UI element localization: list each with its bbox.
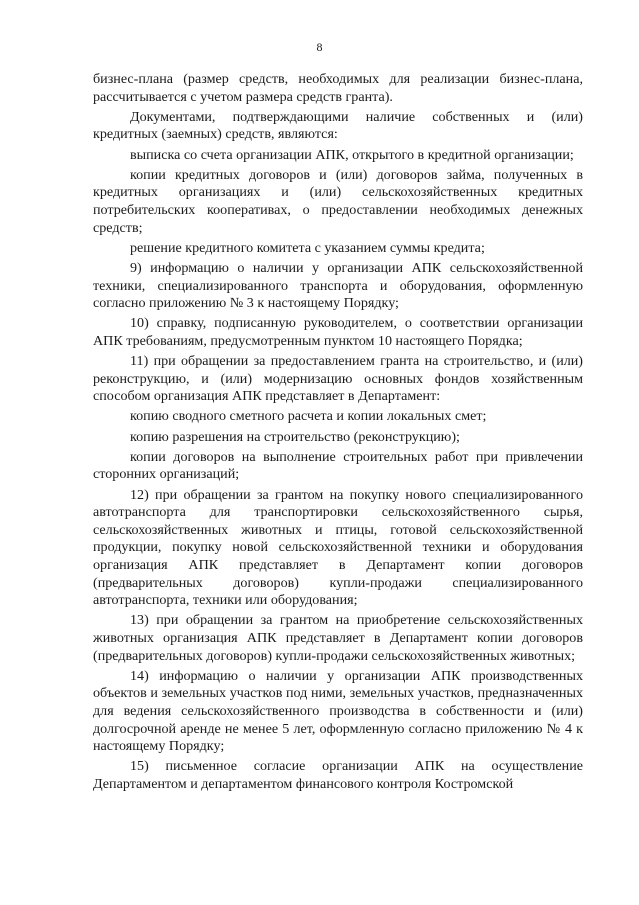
paragraph-item-9: 9) информацию о наличии у организации АПК сельскохозяйственной техники, специализированного транспорта и оборудования, оформленную согласно приложению № 3 к настоящему Порядку; (93, 259, 583, 312)
paragraph-documents-intro: Документами, подтверждающими наличие собственных и (или) кредитных (заемных) средств, являются: (93, 108, 583, 143)
document-body (93, 71, 583, 796)
paragraph-item-12: 12) при обращении за грантом на покупку нового специализированного автотранспорта для транспортировки сельскохозяйственного сырья, сельскохозяйственных животных и птицы, готовой сельскохозяйственной продукции, покупку новой сельскохозяйственной техники и оборудования организация АПК представляет в Департамент копии договоров (предварительных договоров) купли-продажи специализированного автотранспорта, техники или оборудования; (93, 486, 583, 609)
paragraph-construction-permit: копию разрешения на строительство (реконструкцию); (130, 428, 460, 445)
paragraph-item-15: 15) письменное согласие организации АПК на осуществление Департаментом и департаментом финансового контроля Костромской (93, 758, 583, 792)
paragraph-construction-contracts: копии договоров на выполнение строительных работ при привлечении сторонних организаций; (93, 448, 583, 483)
paragraph-credit-contracts: копии кредитных договоров и (или) договоров займа, полученных в кредитных организациях и (или) сельскохозяйственных кредитных потребительских кооперативах, о предоставлении необходимых денежных средств; (93, 166, 583, 236)
paragraph-item-11: 11) при обращении за предоставлением гранта на строительство, и (или) реконструкцию, и (или) модернизацию основных фондов хозяйственным способом организация АПК представляет в Департамент: (93, 353, 583, 405)
page-number: 8 (316, 40, 323, 54)
paragraph-item-13: 13) при обращении за грантом на приобретение сельскохозяйственных животных организация АПК представляет в Департамент копии договоров (предварительных договоров) купли-продажи сельскохозяйственных животных; (93, 612, 583, 664)
paragraph-bank-statement: выписка со счета организации АПК, открытого в кредитной организации; (130, 146, 574, 163)
paragraph-item-10: 10) справку, подписанную руководителем, о соответствии организации АПК требованиям, предусмотренным пунктом 10 настоящего Порядка; (93, 315, 583, 349)
paragraph-estimate-copies: копию сводного сметного расчета и копии локальных смет; (130, 408, 487, 425)
paragraph-item-14: 14) информацию о наличии у организации АПК производственных объектов и земельных участков под ними, земельных участков, предназначенных для ведения сельскохозяйственного производства в собственности и (или) долгосрочной аренде не менее 5 лет, оформленную согласно приложению № 4 к настоящему Порядку; (93, 667, 583, 755)
paragraph-continuation: бизнес-плана (размер средств, необходимых для реализации бизнес-плана, рассчитывается с учетом размера средств гранта). (93, 71, 583, 105)
paragraph-credit-committee: решение кредитного комитета с указанием суммы кредита; (130, 239, 485, 256)
